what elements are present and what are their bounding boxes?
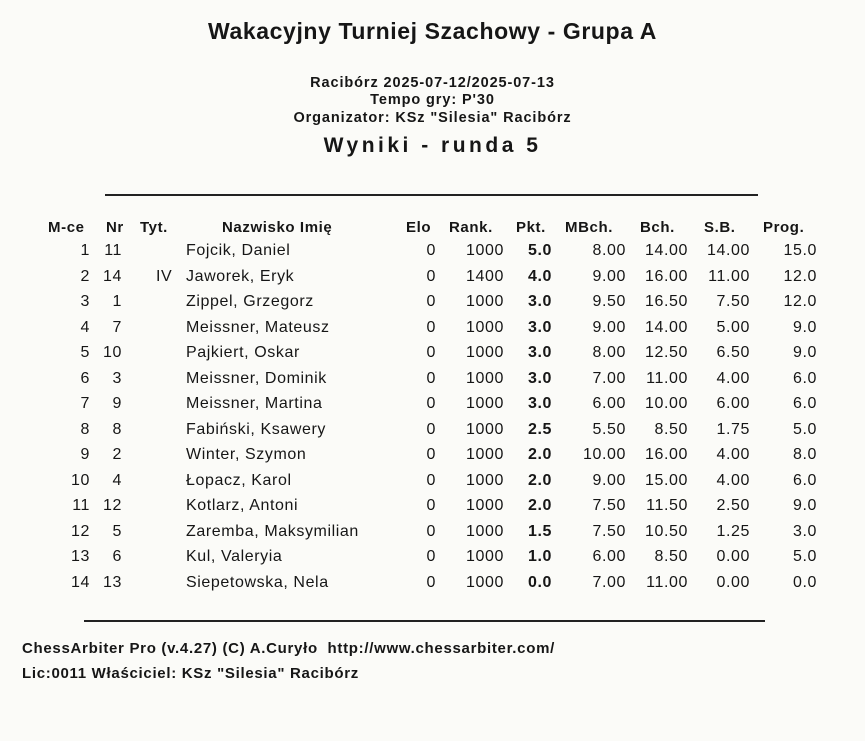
cell-bch: 16.00	[644, 267, 688, 285]
cell-bch: 15.00	[644, 471, 688, 489]
cell-prog: 15.0	[783, 242, 817, 259]
cell-bch: 11.00	[646, 369, 688, 387]
cell-place: 2	[80, 267, 90, 285]
cell-rank: 1000	[466, 318, 504, 336]
col-pts-header: Pkt.	[516, 219, 546, 236]
cell-mbch: 6.00	[592, 395, 626, 412]
cell-elo: 0	[426, 446, 436, 463]
cell-elo: 0	[426, 471, 436, 489]
place-dates: Racibórz 2025-07-12/2025-07-13	[310, 75, 555, 91]
cell-prog: 6.0	[792, 369, 817, 387]
cell-elo: 0	[426, 573, 436, 591]
cell-pts: 3.0	[527, 344, 552, 361]
cell-elo: 0	[426, 497, 436, 514]
organizer: Organizator: KSz "Silesia" Racibórz	[293, 110, 572, 126]
cell-place: 5	[80, 344, 90, 361]
cell-pts: 2.5	[527, 420, 552, 438]
cell-sb: 4.00	[716, 471, 750, 489]
cell-name: Meissner, Dominik	[186, 369, 327, 387]
license-owner: Lic:0011 Właściciel: KSz "Silesia" Racibórz	[22, 665, 359, 682]
cell-place: 10	[71, 471, 90, 489]
cell-prog: 12.0	[783, 267, 817, 285]
cell-rank: 1000	[466, 471, 504, 489]
cell-mbch: 8.00	[592, 242, 626, 259]
cell-bch: 16.00	[644, 446, 688, 463]
cell-elo: 0	[426, 318, 436, 336]
software-credit: ChessArbiter Pro (v.4.27) (C) A.Curyło http://www.chessarbiter.com/	[22, 640, 555, 657]
cell-nr: 6	[112, 548, 122, 565]
round-heading: Wyniki - runda 5	[323, 134, 542, 157]
cell-name: Fojcik, Daniel	[186, 242, 291, 259]
cell-bch: 16.50	[644, 293, 688, 310]
cell-nr: 9	[112, 395, 122, 412]
cell-mbch: 9.50	[592, 293, 626, 310]
cell-sb: 14.00	[706, 242, 750, 259]
cell-rank: 1000	[466, 293, 504, 310]
cell-name: Jaworek, Eryk	[186, 267, 295, 285]
cell-mbch: 10.00	[582, 446, 626, 463]
cell-pts: 1.0	[527, 548, 552, 565]
cell-sb: 1.25	[716, 522, 750, 540]
col-sb-header: S.B.	[704, 219, 736, 236]
cell-sb: 11.00	[708, 267, 750, 285]
cell-prog: 6.0	[792, 395, 817, 412]
cell-elo: 0	[426, 420, 436, 438]
cell-prog: 9.0	[792, 318, 817, 336]
cell-bch: 10.50	[644, 522, 688, 540]
cell-bch: 14.00	[644, 318, 688, 336]
cell-name: Siepetowska, Nela	[186, 573, 329, 591]
cell-rank: 1000	[466, 420, 504, 438]
cell-rank: 1000	[466, 497, 504, 514]
cell-sb: 6.50	[716, 344, 750, 361]
cell-nr: 12	[103, 497, 122, 514]
cell-name: Zaremba, Maksymilian	[186, 522, 359, 540]
cell-nr: 5	[112, 522, 122, 540]
cell-place: 6	[80, 369, 90, 387]
cell-rank: 1000	[466, 242, 504, 259]
cell-elo: 0	[426, 242, 436, 259]
cell-elo: 0	[426, 395, 436, 412]
cell-nr: 1	[112, 293, 122, 310]
cell-bch: 8.50	[654, 420, 688, 438]
cell-prog: 3.0	[792, 522, 817, 540]
cell-prog: 9.0	[792, 344, 817, 361]
cell-rank: 1000	[466, 548, 504, 565]
cell-sb: 4.00	[716, 369, 750, 387]
cell-name: Kotlarz, Antoni	[186, 497, 299, 514]
cell-nr: 11	[104, 242, 122, 259]
col-elo-header: Elo	[406, 219, 432, 236]
cell-elo: 0	[426, 267, 436, 285]
cell-place: 3	[80, 293, 90, 310]
cell-nr: 10	[103, 344, 122, 361]
col-prog-header: Prog.	[763, 219, 805, 236]
cell-nr: 7	[112, 318, 122, 336]
cell-bch: 10.00	[644, 395, 688, 412]
cell-place: 12	[71, 522, 90, 540]
cell-sb: 7.50	[716, 293, 750, 310]
cell-pts: 4.0	[527, 267, 552, 285]
cell-elo: 0	[426, 344, 436, 361]
cell-sb: 5.00	[716, 318, 750, 336]
cell-prog: 6.0	[792, 471, 817, 489]
cell-pts: 3.0	[527, 369, 552, 387]
cell-mbch: 7.50	[592, 497, 626, 514]
cell-rank: 1400	[466, 267, 504, 285]
cell-pts: 1.5	[527, 522, 552, 540]
cell-sb: 0.00	[716, 548, 750, 565]
cell-place: 8	[80, 420, 90, 438]
cell-rank: 1000	[466, 395, 504, 412]
cell-prog: 8.0	[792, 446, 817, 463]
cell-nr: 2	[112, 446, 122, 463]
col-place-header: M-ce	[48, 219, 85, 236]
cell-place: 13	[71, 548, 90, 565]
cell-pts: 3.0	[527, 293, 552, 310]
cell-elo: 0	[426, 293, 436, 310]
cell-bch: 14.00	[644, 242, 688, 259]
col-nr-header: Nr	[106, 219, 124, 236]
cell-pts: 3.0	[527, 318, 552, 336]
col-bch-header: Bch.	[640, 219, 675, 236]
cell-place: 9	[80, 446, 90, 463]
col-title-header: Tyt.	[140, 219, 168, 236]
cell-name: Łopacz, Karol	[186, 471, 292, 489]
cell-name: Meissner, Mateusz	[186, 318, 330, 336]
cell-prog: 5.0	[792, 420, 817, 438]
cell-rank: 1000	[466, 522, 504, 540]
cell-mbch: 9.00	[592, 471, 626, 489]
cell-mbch: 7.00	[592, 573, 626, 591]
cell-nr: 14	[103, 267, 122, 285]
cell-sb: 6.00	[716, 395, 750, 412]
cell-sb: 4.00	[716, 446, 750, 463]
cell-name: Kul, Valeryia	[186, 548, 283, 565]
cell-nr: 4	[112, 471, 122, 489]
cell-bch: 11.50	[646, 497, 688, 514]
document-title: Wakacyjny Turniej Szachowy - Grupa A	[208, 18, 657, 44]
cell-name: Winter, Szymon	[186, 446, 307, 463]
cell-prog: 12.0	[783, 293, 817, 310]
cell-nr: 13	[103, 573, 122, 591]
cell-pts: 2.0	[527, 446, 552, 463]
cell-place: 7	[80, 395, 90, 412]
cell-rank: 1000	[466, 446, 504, 463]
cell-bch: 8.50	[654, 548, 688, 565]
cell-rank: 1000	[466, 344, 504, 361]
cell-sb: 1.75	[716, 420, 750, 438]
cell-mbch: 5.50	[592, 420, 626, 438]
cell-pts: 2.0	[527, 471, 552, 489]
cell-pts: 5.0	[527, 242, 552, 259]
cell-place: 11	[72, 497, 90, 514]
cell-mbch: 6.00	[592, 548, 626, 565]
cell-mbch: 8.00	[592, 344, 626, 361]
cell-prog: 5.0	[792, 548, 817, 565]
cell-pts: 3.0	[527, 395, 552, 412]
cell-elo: 0	[426, 369, 436, 387]
bottom-divider	[84, 620, 765, 622]
cell-sb: 2.50	[716, 497, 750, 514]
cell-sb: 0.00	[716, 573, 750, 591]
cell-prog: 0.0	[792, 573, 817, 591]
col-rank-header: Rank.	[449, 219, 493, 236]
top-divider	[105, 194, 758, 196]
col-name-header: Nazwisko Imię	[222, 219, 333, 236]
cell-rank: 1000	[466, 369, 504, 387]
cell-place: 4	[80, 318, 90, 336]
cell-title: IV	[156, 267, 173, 285]
cell-pts: 0.0	[527, 573, 552, 591]
cell-prog: 9.0	[792, 497, 817, 514]
cell-bch: 11.00	[646, 573, 688, 591]
cell-elo: 0	[426, 522, 436, 540]
cell-elo: 0	[426, 548, 436, 565]
cell-place: 1	[80, 242, 90, 259]
cell-name: Zippel, Grzegorz	[186, 293, 314, 310]
cell-bch: 12.50	[644, 344, 688, 361]
cell-name: Meissner, Martina	[186, 395, 323, 412]
cell-name: Pajkiert, Oskar	[186, 344, 300, 361]
col-mbch-header: MBch.	[565, 219, 613, 236]
cell-mbch: 7.00	[592, 369, 626, 387]
cell-place: 14	[71, 573, 90, 591]
cell-mbch: 9.00	[592, 318, 626, 336]
time-control: Tempo gry: P'30	[370, 92, 495, 108]
cell-mbch: 7.50	[592, 522, 626, 540]
cell-nr: 8	[112, 420, 122, 438]
cell-pts: 2.0	[527, 497, 552, 514]
cell-nr: 3	[112, 369, 122, 387]
cell-name: Fabiński, Ksawery	[186, 420, 327, 438]
cell-mbch: 9.00	[592, 267, 626, 285]
cell-rank: 1000	[466, 573, 504, 591]
